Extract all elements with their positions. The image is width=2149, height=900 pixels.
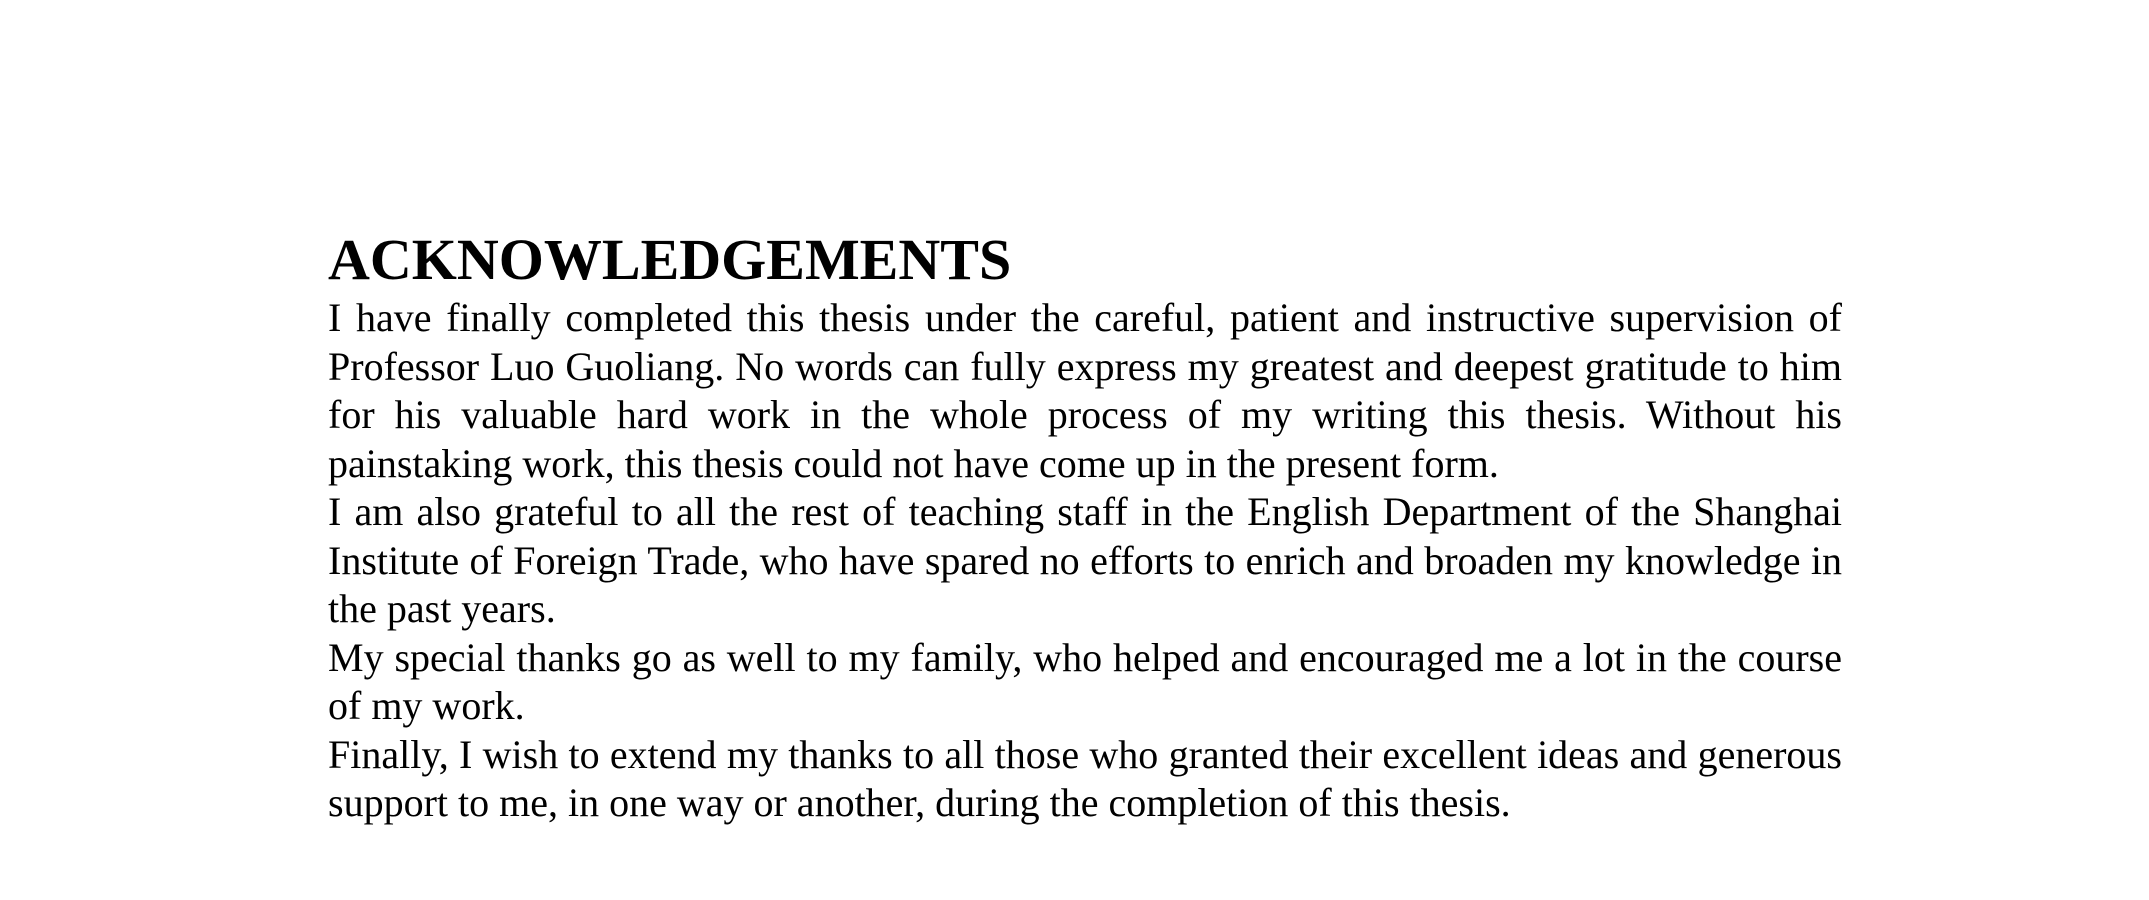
paragraph-supervisor: I have finally completed this thesis under the careful, patient and instructive supervision of Professor Luo Guoliang. No words can fully express my greatest and deepest gratitude to him for his valuable hard work in the whole process of my writing this thesis. Without his painstaking work, this thesis could not have come up in the present form.: [328, 295, 1842, 486]
section-heading: ACKNOWLEDGEMENTS: [328, 227, 1012, 292]
paragraph-teaching-staff: I am also grateful to all the rest of teaching staff in the English Department of the Shanghai Institute of Foreign Trade, who have spared no efforts to enrich and broaden my knowledge in the past years.: [328, 489, 1842, 631]
paragraph-final-thanks: Finally, I wish to extend my thanks to all those who granted their excellent ideas and generous support to me, in one way or another, during the completion of this thesis.: [328, 731, 1842, 825]
paragraph-family: My special thanks go as well to my family, who helped and encouraged me a lot in the course of my work.: [328, 634, 1842, 728]
acknowledgements-section: [328, 226, 1842, 828]
